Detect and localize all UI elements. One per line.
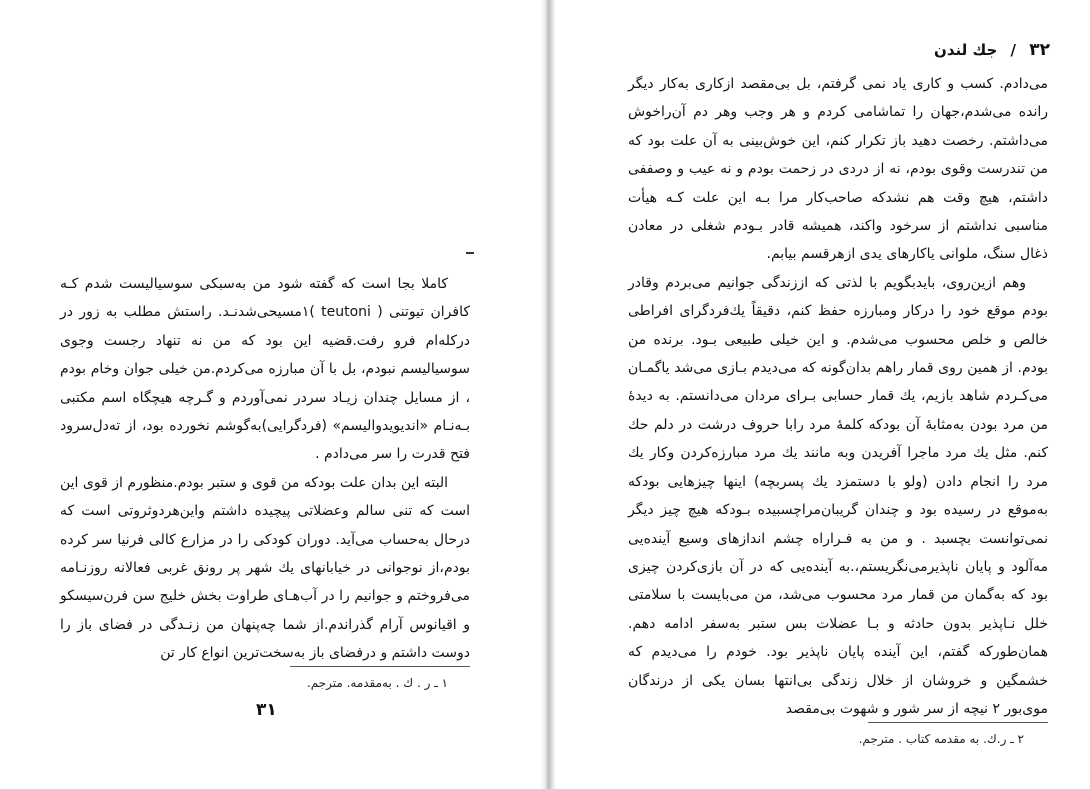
- left-paragraph-1: کاملا بجا است که گفته شود من به‌سبکی سوسیالیست شدم کـه کافران تیوتنی ( teutoni )۱مسیحی‌شدنـد. راستش مطلب به زور در درکله‌ام فرو رفت.قضیه این بود که من نه تنهاد رجست وجوی سوسیالیسم نبودم، بل با آن مبارزه می‌کردم.من خیلی جوان وخام بودم ، از مسایل چندان زیـاد سردر نمی‌آوردم و گـرچه هیچگاه اسم مکتبی بـه‌نـام «اندیویدوالیسم» (فردگرایی)به‌گوشم نخورده بود، از تەدل‌سرود فتح قدرت را سر می‌دادم .: [60, 276, 471, 463]
- right-footnote: ۲ ـ ر.ك. به مقدمه کتاب . مترجم.: [858, 732, 1024, 746]
- left-page-number: ۳۱: [256, 700, 277, 720]
- ink-mark: [466, 252, 474, 254]
- left-page: [0, 0, 540, 789]
- header-separator: /: [1010, 41, 1016, 59]
- right-page-body: [628, 70, 1048, 723]
- left-paragraph-2: البته این بدان علت بودکه من قوی و ستبر بودم.منظورم از قوی این است که تنی سالم وعضلاتی پیچیده داشتم واین‌هردوثروتی است که درحال به‌حساب می‌آید. دوران کودکی را در مزارع کالی فرنیا سر کرده بودم،از نوجوانی در خیابانهای یك شهر پر رونق غربی فعالانه روزنـامه می‌فروختم و جوانیم را در آب‌هـای طراوت بخش خلیج سن فرن‌سیسکو و اقیانوس آرام گذراندم.از شما چه‌پنهان من زنـدگی در فضای باز را دوست داشتم و درفضای باز به‌سخت‌ترین انواع کار تن: [60, 474, 470, 662]
- right-paragraph-2: وهم ازین‌روی، بایدبگویم با لذتی که اززندگی جوانیم می‌بردم وقادر بودم موقع خود را درکار ومبارزه حفظ کنم، دقیقاً یك‌فردگرای افراطی خالص و خلص محسوب می‌شدم. و این خیلی طبیعی بـود. برنده من بودم. از همین روی قمار راهم بدان‌گونه که می‌دیدم بـازی می‌شد یاگمـان می‌کـردم شاهد بازیم، یك قمار حسابی بـرای مردان می‌دانستم. به دیدهٔ من مرد بودن به‌مثابهٔ آن بودکه کلمهٔ مرد رابا حروف درشت در دلم حك کنم. مثل یك مرد ماجرا آفریدن وبه مانند یك مرد مبارزه‌کردن وکار یك مرد را انجام دادن (ولو با دستمزد یك پسربچه) اینها چیزهایی بودکه به‌موقع در رسیده بود و چندان گریبان‌مراچسبیده بـودکه هیچ چیز دیگر نمی‌توانست بچسبد . و من به فـراراه چشم اندازهای وسیع آینده‌یی مه‌آلود و پایان ناپذیرمی‌نگریستم،.به آینده‌یی که در آن بازی‌کردن چیزی بود که به‌گمان من قمار مرد محسوب می‌شد، من می‌بایست با سلامتی خلل نـاپذیر بدون حادثه و بـا عضلات بس ستبر به‌سفر ادامه دهم. همان‌طورکه گفتم، این آینده پایان ناپذیر بود. خودم را می‌دیدم که خشمگین و خروشان از خلال زندگی بی‌انتها بسان یکی از درندگان موی‌بور ۲ نیچه از سر شور و شهوت بی‌مقصد: [628, 274, 1048, 717]
- left-footnote: ۱ ـ ر . ك . به‌مقدمه. مترجم.: [306, 676, 448, 690]
- right-footnote-rule: [868, 722, 1048, 723]
- header-author: جك لندن: [934, 41, 998, 59]
- left-page-body: [60, 270, 470, 668]
- running-header: [926, 40, 1050, 60]
- right-page-number: ۳۲: [1029, 40, 1050, 60]
- right-paragraph-1: می‌دادم. کسب و کاری یاد نمی گرفتم، بل بی‌مقصد ازکاری به‌کار دیگر رانده می‌شدم،جهان را تماشامی کردم و هر وجب وهر دم آن‌راخوش می‌داشتم. رخصت دهید باز تکرار کنم، این خوش‌بینی به آن علت بود که من تندرست وقوی بودم، نه از دردی در زحمت بودم و نه عیب و وصففی داشتم، هیچ وقت هم نشدکه صاحب‌کار مرا بـه این علت کـه هیأت مناسبی نداشتم از سرخود واکند، همیشه قادر بـودم شغلی در معادن ذغال سنگ، ملوانی یاکارهای یدی ازهرقسم بیابم.: [628, 76, 1048, 263]
- right-page: [556, 0, 1090, 789]
- book-gutter: [540, 0, 556, 789]
- left-footnote-rule: [290, 666, 470, 667]
